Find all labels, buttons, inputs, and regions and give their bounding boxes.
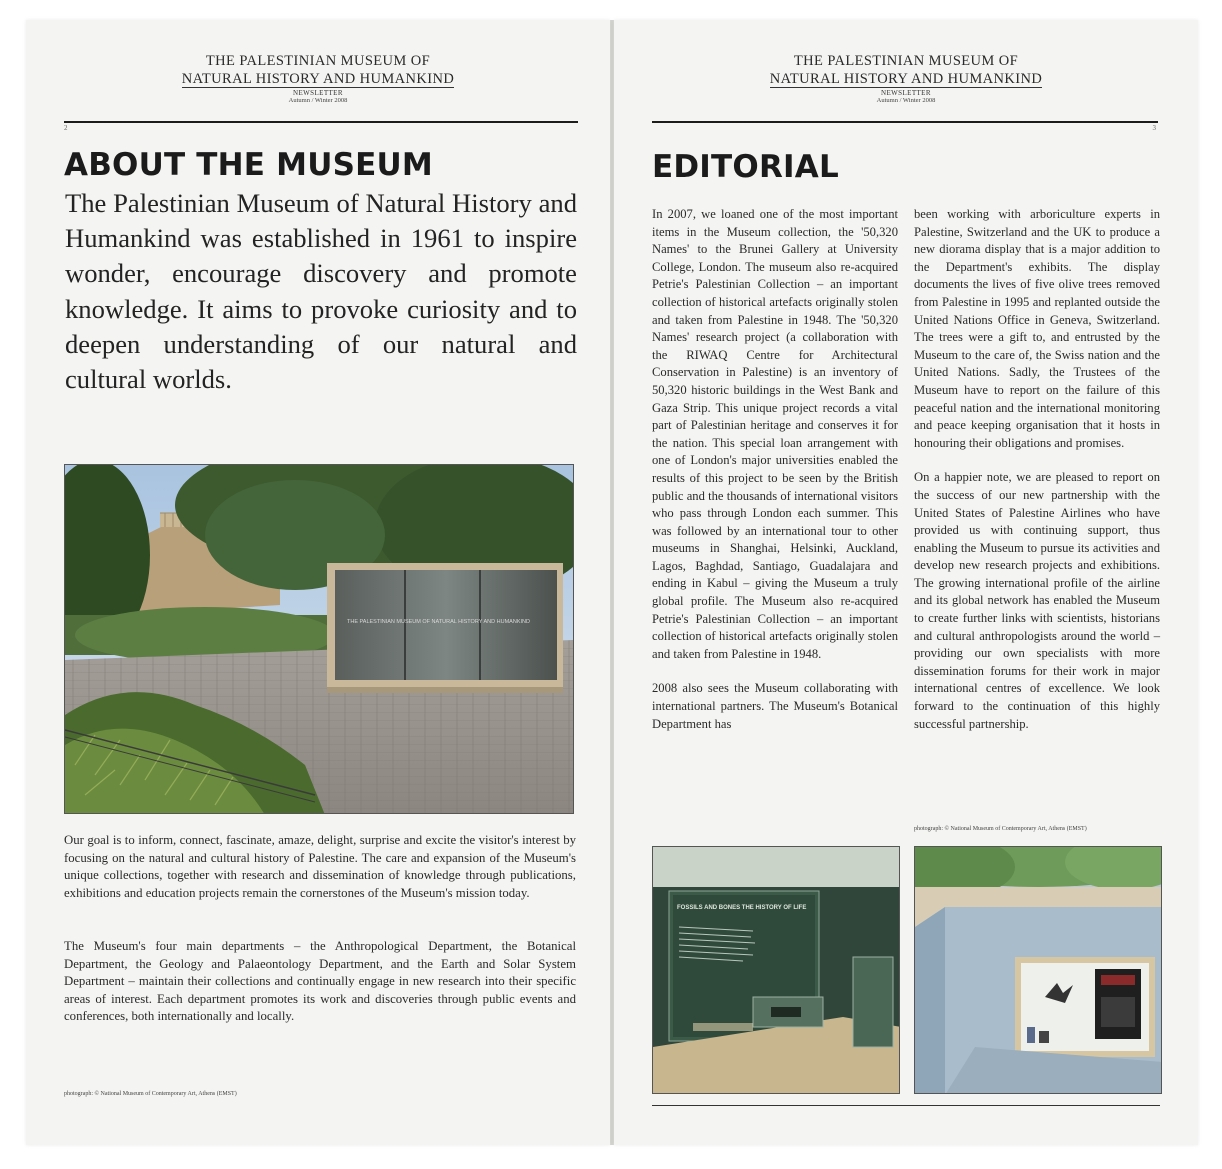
masthead-issue: Autumn / Winter 2008 xyxy=(876,97,936,104)
masthead-line-1: THE PALESTINIAN MUSEUM OF xyxy=(793,53,1019,69)
museum-exterior-illustration xyxy=(65,465,574,814)
photo-credit: photograph: © National Museum of Contemporary Art, Athens (EMST) xyxy=(64,1091,237,1097)
exhibit-showcase-illustration xyxy=(915,847,1162,1094)
masthead-newsletter: NEWSLETTER xyxy=(293,89,343,97)
exhibit-heading: FOSSILS AND BONES THE HISTORY OF LIFE xyxy=(677,905,807,911)
editorial-paragraph: On a happier note, we are pleased to report on the success of our new partnership with the United States of Palestine Airlines who have provided us with continuing support, thus enabling the Museum to pursue its activities and develop new research projects and exhibitions. The growing international profile of the airline and its global network has enabled the Museum to create further links with scientists, historians and cultural anthropologists around the world – providing our own specialists with more dissemination forums for their work in major international centres of excellence. We look forward to the continuation of this highly successful partnership. xyxy=(914,470,1160,731)
masthead xyxy=(614,52,1198,105)
body-paragraph-1: Our goal is to inform, connect, fascinate, amaze, delight, surprise and excite the visitor's interest by focusing on the natural and cultural history of Palestine. The care and expansion of the Museum's unique collections, together with research and dissemination of knowledge through publications, exhibitions and education projects remain the cornerstones of the Museum's mission today. xyxy=(64,833,576,900)
page-number: 3 xyxy=(1152,124,1156,132)
masthead-newsletter: NEWSLETTER xyxy=(881,89,931,97)
editorial-column-1 xyxy=(652,206,898,750)
exhibit-gallery-illustration xyxy=(653,847,900,1094)
section-heading: ABOUT THE MUSEUM xyxy=(64,147,433,183)
section-heading: EDITORIAL xyxy=(652,149,839,185)
editorial-paragraph: been working with arboriculture experts in Palestine, Switzerland and the UK to produce a new diorama display that is a major addition to the Department's exhibits. The display documents the lives of five olive trees removed from Palestine in 1995 and replanted outside the United Nations Office in Geneva, Switzerland. The trees were a gift to, and entrusted by the Museum to the care of, the Swiss nation and the United Nations. Sadly, the Trustees of the Museum have to report on the failure of this peaceful nation and the international monitoring and peace keeping organisation that it hosts in honouring their obligations and promises. xyxy=(914,207,1160,450)
header-rule xyxy=(64,121,578,123)
masthead-line-2: NATURAL HISTORY AND HUMANKIND xyxy=(181,71,455,87)
lead-paragraph: The Palestinian Museum of Natural History and Humankind was established in 1961 to inspire wonder, encourage discovery and promote knowledge. It aims to provoke curiosity and to deepen understanding of our natural and cultural worlds. xyxy=(65,188,577,395)
building-sign: THE PALESTINIAN MUSEUM OF NATURAL HISTORY AND HUMANKIND xyxy=(347,619,530,625)
header-rule xyxy=(652,121,1158,123)
editorial-paragraph: 2008 also sees the Museum collaborating with international partners. The Museum's Botanical Department has xyxy=(652,681,898,731)
footer-rule xyxy=(652,1105,1160,1106)
museum-exterior-photo xyxy=(64,464,574,814)
exhibit-gallery-photo xyxy=(652,846,900,1094)
masthead xyxy=(26,52,610,105)
masthead-issue: Autumn / Winter 2008 xyxy=(288,97,348,104)
body-paragraph-2: The Museum's four main departments – the Anthropological Department, the Botanical Department, the Geology and Palaeontology Department, and the Earth and Solar System Department – maintain their collections and continually engage in new research into their specific areas of interest. Each department promotes its work and discoveries through public events and conferences, both internationally and locally. xyxy=(64,939,576,1023)
masthead-line-1: THE PALESTINIAN MUSEUM OF xyxy=(205,53,431,69)
editorial-paragraph: In 2007, we loaned one of the most important items in the Museum collection, the '50,320 Names' to the Brunei Gallery at University College, London. The museum also re-acquired Petrie's Palestinian Collection – an important collection of historical artefacts originally stolen and taken from Palestine in 1948. The '50,320 Names' research project (a collaboration with the RIWAQ Centre for Architectural Conservation in Palestine) is an inventory of 50,320 historic buildings in the West Bank and Gaza Strip. This unique project records a vital part of Palestinian heritage and conserves it for the nation. This special loan arrangement with one of London's major universities enabled the results of this project to be seen by the British public and the thousands of international visitors who pass through London each summer. This was followed by an international tour to other museums in Shanghai, Helsinki, Auckland, Lagos, Baghdad, Santiago, Guadalajara and ending in Kabul – giving the Museum a truly global profile. The Museum also re-acquired Petrie's Palestinian Collection – an important collection of historical artefacts originally stolen and taken from Palestine in 1948. xyxy=(652,207,898,661)
editorial-column-2 xyxy=(914,206,1160,750)
exhibit-showcase-photo xyxy=(914,846,1162,1094)
right-page xyxy=(614,20,1198,1145)
page-number: 2 xyxy=(64,124,68,132)
masthead-line-2: NATURAL HISTORY AND HUMANKIND xyxy=(769,71,1043,87)
photo-credit: photograph: © National Museum of Contemporary Art, Athens (EMST) xyxy=(914,826,1087,832)
left-page xyxy=(26,20,610,1145)
